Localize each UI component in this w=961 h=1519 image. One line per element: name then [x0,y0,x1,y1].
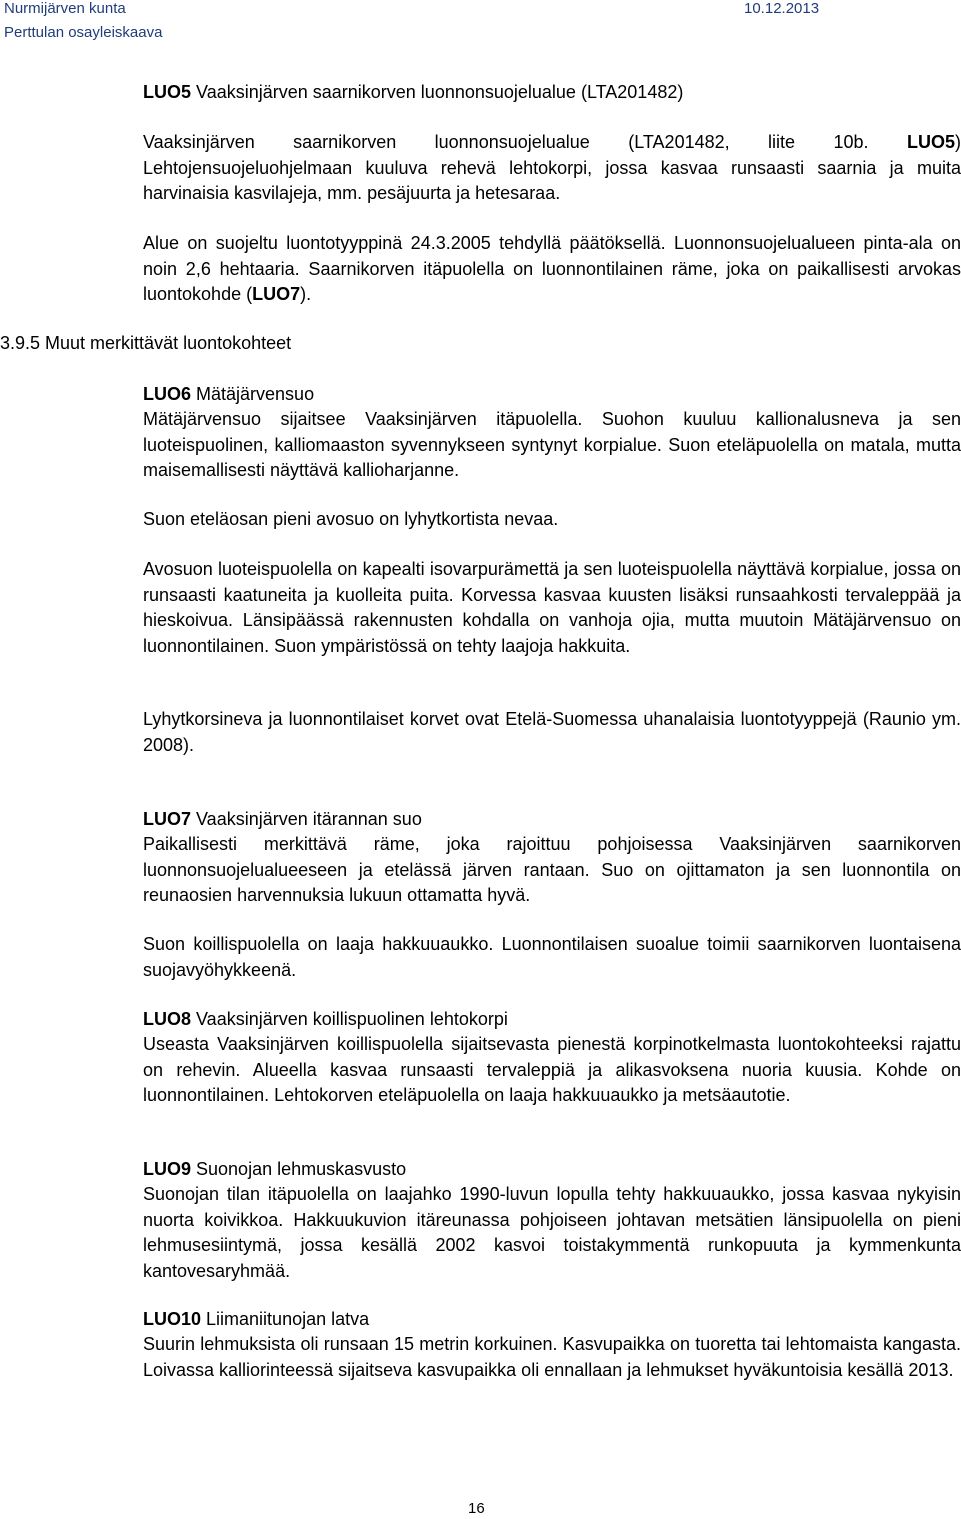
luo9-paragraph-1: Suonojan tilan itäpuolella on laajahko 1990-luvun lopulla tehty hakkuuaukko, jossa kasvaa nykyisin nuorta koivikkoa. Hakkuukuvion itäreunassa pohjoiseen johtavan metsätien länsipuolella on pieni lehmusesiintymä, jossa kesällä 2002 kasvoi toistakymmentä runkopuuta ja kymmenkunta kantovesaryhmää. [143,1184,961,1281]
luo7-code: LUO7 [143,809,192,829]
luo5-ref: LUO5 [906,132,955,152]
luo5-heading [143,80,943,106]
luo7-paragraph-1: Paikallisesti merkittävä räme, joka rajoittuu pohjoisessa Vaaksinjärven saarnikorven luonnonsuojelualueeseen ja etelässä järven rantaan. Suo on ojittamaton ja sen luonnontila on reunaosien harvennuksia lukuun ottamatta hyvä. [143,834,961,905]
luo5-paragraph-2: Alue on suojeltu luontotyyppinä 24.3.2005 tehdyllä päätöksellä. Luonnonsuojelualueen pinta-ala on noin 2,6 hehtaaria. Saarnikorven itäpuolella on luonnontilainen räme, joka on paikallisesti arvokas luontokohde (LUO7). [143,233,961,304]
luo6-title: Mätäjärvensuo [191,384,315,404]
luo7-title: Vaaksinjärven itärannan suo [191,809,422,829]
luo9-heading [143,1157,943,1183]
luo5-paragraph-1: Vaaksinjärven saarnikorven luonnonsuojelualue (LTA201482, liite 10b. LUO5) Lehtojensuojeluohjelmaan kuuluva rehevä lehtokorpi, jossa kasvaa runsaasti saarnia ja muita harvinaisia kasvilajeja, mm. pesäjuurta ja hetesaraa. [143,132,961,203]
luo7-heading [143,807,943,833]
section-title: 3.9.5 Muut merkittävät luontokohteet [0,333,292,353]
luo9-code: LUO9 [143,1159,192,1179]
luo8-code: LUO8 [143,1009,192,1029]
page-number: 16 [468,1500,485,1517]
luo5-title: Vaaksinjärven saarnikorven luonnonsuojelualue (LTA201482) [196,82,684,102]
luo8-paragraph-1: Useasta Vaaksinjärven koillispuolella sijaitsevasta pienestä korpinotkelmasta luontokohteeksi rajattu on rehevin. Alueella kasvaa runsaasti tervaleppiä ja alikasvoksena nuoria kuusia. Kohde on luonnontilainen. Lehtokorven eteläpuolella on laaja hakkuuaukko ja metsäautotie. [143,1034,961,1105]
luo6-paragraph-4: Lyhytkorsineva ja luonnontilaiset korvet ovat Etelä-Suomessa uhanalaisia luontotyyppejä (Raunio ym. 2008). [143,709,961,755]
luo10-paragraph-1: Suurin lehmuksista oli runsaan 15 metrin korkuinen. Kasvupaikka on tuoretta tai lehtomaista kangasta. Loivassa kalliorinteessä sijaitseva kasvupaikka oli ennallaan ja lehmukset hyväkuntoisia kesällä 2013. [143,1334,961,1380]
luo10-title: Liimaniitunojan latva [201,1309,370,1329]
luo9-title: Suonojan lehmuskasvusto [191,1159,407,1179]
page-header [0,0,960,48]
luo6-paragraph-1: Mätäjärvensuo sijaitsee Vaaksinjärven itäpuolella. Suohon kuuluu kallionalusneva ja sen luoteispuolinen, kalliomaaston syvennykseen syntynyt korpialue. Suon eteläpuolella on matala, mutta maisemallisesti näyttävä kallioharjanne. [143,409,961,480]
header-date: 10.12.2013 [744,0,820,17]
luo7-ref: LUO7 [252,284,301,304]
luo7-paragraph-2: Suon koillispuolella on laaja hakkuuaukko. Luonnontilaisen suoalue toimii saarnikorven luontaisena suojavyöhykkeenä. [143,934,961,980]
luo6-paragraph-3: Avosuon luoteispuolella on kapealti isovarpurämettä ja sen luoteispuolella näyttävä korpialue, jossa on runsaasti kaatuneita ja kuolleita puita. Korvessa kasvaa kuusten lisäksi runsaahkosti tervaleppää ja hieskoivua. Länsipäässä rakennusten kohdalla on vanhoja ojia, mutta muutoin Mätäjärvensuo on luonnontilainen. Suon ympäristössä on tehty laajoja hakkuita. [143,559,961,656]
header-plan-name: Perttulan osayleiskaava [4,24,163,41]
luo5-code: LUO5 [143,82,192,102]
luo6-code: LUO6 [143,384,192,404]
luo8-heading [143,1007,943,1033]
header-municipality: Nurmijärven kunta [4,0,126,17]
luo6-paragraph-2: Suon eteläosan pieni avosuo on lyhytkortista nevaa. [143,509,559,529]
luo8-title: Vaaksinjärven koillispuolinen lehtokorpi [191,1009,508,1029]
luo10-code: LUO10 [143,1309,202,1329]
luo6-heading [143,382,943,408]
luo10-heading [143,1307,943,1333]
